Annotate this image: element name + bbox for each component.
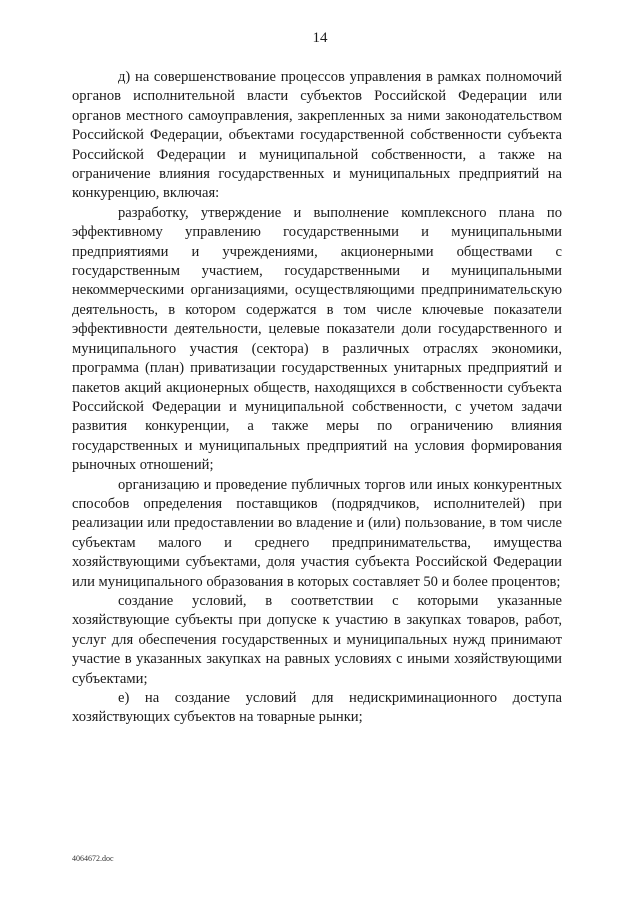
paragraph-plan-development: разработку, утверждение и выполнение комплексного плана по эффективному управлению государственными и муниципальными предприятиями и учреждениями, акционерными обществами с государственным участием, государственными и муниципальными некоммерческими организациями, осуществляющими предпринимательскую деятельность, в котором содержатся в том числе ключевые показатели эффективности деятельности, целевые показатели доли государственного и муниципального участия (сектора) в различных отраслях экономики, программа (план) приватизации государственных унитарных предприятий и пакетов акций акционерных обществ, находящихся в собственности субъекта Российской Федерации и муниципальной собственности, с учетом задачи развития конкуренции, а также меры по ограничению влияния государственных и муниципальных предприятий на условия формирования рыночных отношений; [72,204,562,474]
paragraph-d: д) на совершенствование процессов управления в рамках полномочий органов исполнительной власти субъектов Российской Федерации или органов местного самоуправления, закрепленных за ними законодательством Российской Федерации, объектами государственной собственности субъекта Российской Федерации и муниципальной собственности, а также на ограничение влияния государственных и муниципальных предприятий на конкуренцию, включая: [72,69,562,202]
document-body [72,68,562,728]
paragraph-equal-conditions: создание условий, в соответствии с которыми указанные хозяйствующие субъекты при допуске к участию в закупках товаров, работ, услуг для обеспечения государственных и муниципальных нужд принимают участие в указанных закупках на равных условиях с иными хозяйствующими субъектами; [72,592,562,687]
paragraph-e: е) на создание условий для недискриминационного доступа хозяйствующих субъектов на товарные рынки; [72,690,562,726]
paragraph-public-tenders: организацию и проведение публичных торгов или иных конкурентных способов определения поставщиков (подрядчиков, исполнителей) при реализации или предоставлении во владение и (или) пользование, в том числе субъектам малого и среднего предпринимательства, имущества хозяйствующими субъектами, доля участия субъекта Российской Федерации или муниципального образования в которых составляет 50 и более процентов; [72,476,562,590]
page-number: 14 [312,30,328,46]
footer-filename: 4064672.doc [72,854,114,863]
